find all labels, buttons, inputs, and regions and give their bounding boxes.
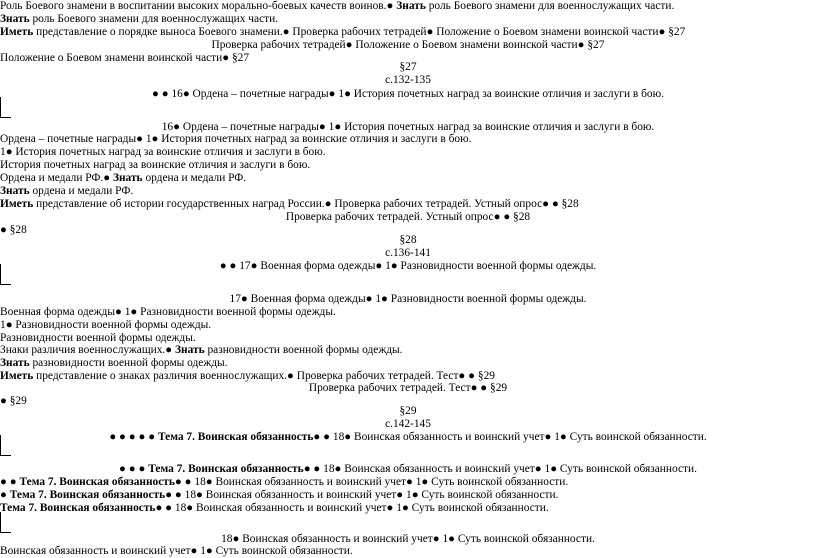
text-line: 18● Воинская обязанность и воинский учет● 1● Суть воинской обязанности.: [221, 533, 595, 545]
text-line: Тема 7. Воинская обязанность● ● 18● Воинская обязанность и воинский учет● 1● Суть воинской обязанности.: [0, 502, 549, 514]
text-line: Иметь представление о порядке выноса Боевого знамени.● Проверка рабочих тетрадей● Положение о Боевом знамени воинской части● §27: [0, 26, 686, 38]
text-line: Знать роль Боевого знамени для военнослужащих части.: [0, 13, 279, 25]
paragraph-ref: §28: [399, 234, 417, 246]
text-line: ● ● 16● Ордена – почетные награды● 1● История почетных наград за воинские отличия и заслуги в бою.: [151, 88, 664, 100]
text-line: Воинская обязанность и воинский учет● 1● Суть воинской обязанности.: [0, 545, 353, 557]
text-line: Ордена и медали РФ.● Знать ордена и медали РФ.: [0, 172, 247, 184]
text-line: История почетных наград за воинские отличия и заслуги в бою.: [0, 159, 311, 171]
text-line: ● ● 17● Военная форма одежды● 1● Разновидности военной формы одежды.: [219, 260, 597, 272]
text-line: Проверка рабочих тетрадей● Положение о Боевом знамени воинской части● §27: [211, 39, 605, 51]
text-line: Иметь представление о знаках различия военнослужащих.● Проверка рабочих тетрадей. Тест● ● §29: [0, 370, 495, 382]
text-line: Иметь представление об истории государственных наград России.● Проверка рабочих тетрадей. Устный опрос● ● §28: [0, 198, 579, 210]
text-line: 16● Ордена – почетные награды● 1● История почетных наград за воинские отличия и заслуги в бою.: [161, 121, 655, 133]
paragraph-ref: §29: [399, 405, 417, 417]
text-line: Положение о Боевом знамени воинской части● §27: [0, 52, 250, 64]
text-line: Военная форма одежды● 1● Разновидности военной формы одежды.: [0, 306, 336, 318]
text-line: Роль Боевого знамени в воспитании высоких морально-боевых качеств воинов.● Знать роль Боевого знамени для военнослужащих части.: [0, 0, 675, 12]
text-line: ● Тема 7. Воинская обязанность● ● 18● Воинская обязанность и воинский учет● 1● Суть воинской обязанности.: [0, 489, 559, 501]
page-range: с.132-135: [385, 74, 431, 86]
text-line: Знаки различия военнослужащих.● Знать разновидности военной формы одежды.: [0, 344, 403, 356]
table-cell-border: [0, 512, 11, 533]
table-cell-border: [0, 97, 11, 118]
text-line: Проверка рабочих тетрадей. Устный опрос● ● §28: [285, 211, 531, 223]
text-line: ● §28: [0, 224, 27, 236]
page-range: с.136-141: [385, 247, 431, 259]
table-cell-border: [0, 435, 11, 456]
text-line: Разновидности военной формы одежды.: [0, 332, 196, 344]
text-line: 1● История почетных наград за воинские отличия и заслуги в бою.: [0, 146, 326, 158]
text-line: 1● Разновидности военной формы одежды.: [0, 319, 212, 331]
text-line: Знать разновидности военной формы одежды.: [0, 357, 228, 369]
text-line: Знать ордена и медали РФ.: [0, 185, 134, 197]
table-cell-border: [0, 264, 11, 285]
text-line: ● ● Тема 7. Воинская обязанность● ● 18● Воинская обязанность и воинский учет● 1● Суть воинской обязанности.: [0, 476, 569, 488]
text-line: Ордена – почетные награды● 1● История почетных наград за воинские отличия и заслуги в бою.: [0, 133, 472, 145]
text-line: Проверка рабочих тетрадей. Тест● ● §29: [308, 382, 508, 394]
text-line: ● ● ● ● ● Тема 7. Воинская обязанность● ● 18● Воинская обязанность и воинский учет● 1● Суть воинской обязанности.: [109, 431, 707, 443]
page-range: с.142-145: [385, 418, 431, 430]
text-line: ● §29: [0, 395, 27, 407]
paragraph-ref: §27: [399, 61, 417, 73]
text-line: 17● Военная форма одежды● 1● Разновидности военной формы одежды.: [229, 293, 587, 305]
text-line: ● ● ● Тема 7. Воинская обязанность● ● 18● Воинская обязанность и воинский учет● 1● Суть воинской обязанности.: [119, 463, 697, 475]
